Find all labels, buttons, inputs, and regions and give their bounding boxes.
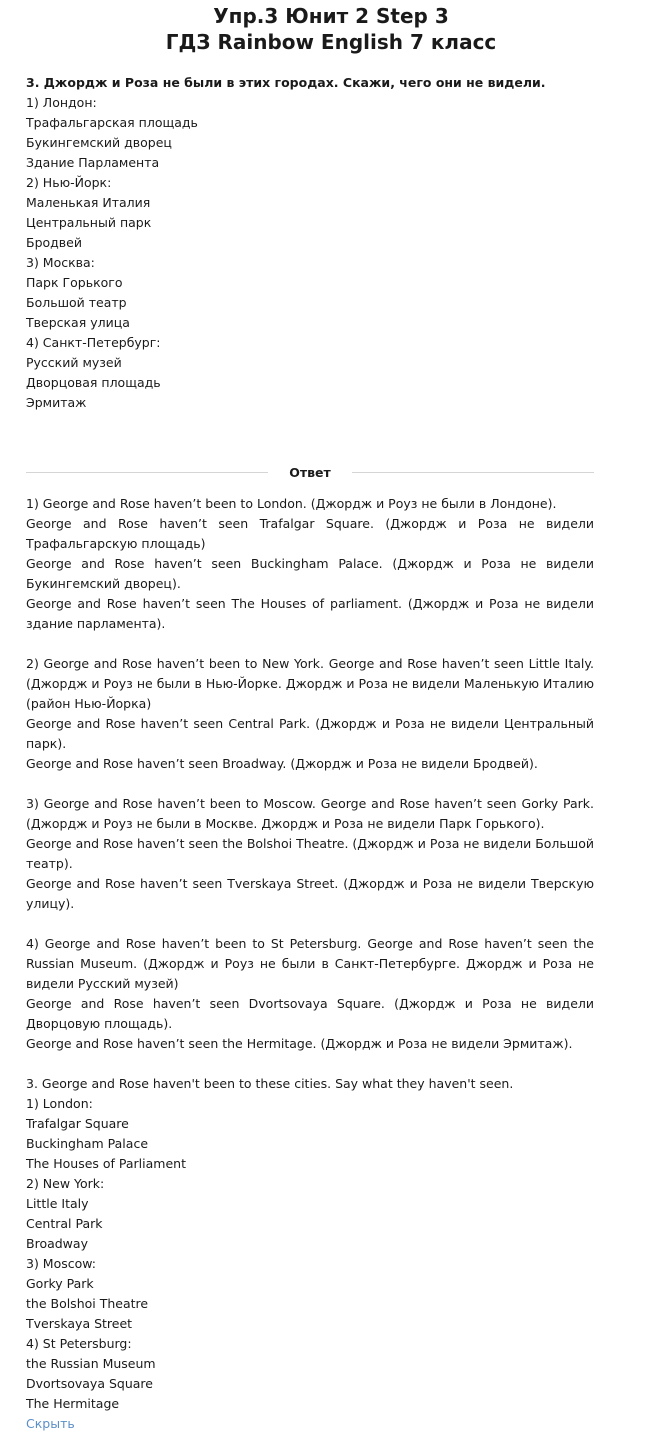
answer-line: 1) London: bbox=[26, 1096, 93, 1111]
title-line-1: Упр.3 Юнит 2 Step 3 bbox=[213, 4, 449, 28]
answer-paragraph bbox=[26, 1074, 594, 1414]
answer-line: 3) Moscow: bbox=[26, 1256, 97, 1271]
title-line-2: ГДЗ Rainbow English 7 класс bbox=[165, 30, 497, 54]
answer-line: The Hermitage bbox=[26, 1396, 120, 1411]
answer-line: the Russian Museum bbox=[26, 1356, 156, 1371]
answer-line: George and Rose haven’t seen The Houses of parliament. (Джордж и Роза не видели здание парламента). bbox=[26, 596, 594, 631]
answer-line: 4) St Petersburg: bbox=[26, 1336, 132, 1351]
answer-paragraph bbox=[26, 934, 594, 1054]
task-line: Тверская улица bbox=[26, 315, 130, 330]
answer-line: 3) George and Rose haven’t been to Moscow. George and Rose haven’t seen Gorky Park. (Джордж и Роуз не были в Москве. Джордж и Роза не видели Парк Горького). bbox=[26, 796, 594, 831]
answer-line: George and Rose haven’t seen Trafalgar Square. (Джордж и Роза не видели Трафальгарскую площадь) bbox=[26, 516, 594, 551]
answer-line: 2) New York: bbox=[26, 1176, 105, 1191]
task-line: Трафальгарская площадь bbox=[26, 115, 198, 130]
answer-line: Gorky Park bbox=[26, 1276, 94, 1291]
task-list bbox=[26, 93, 594, 413]
task-line: Центральный парк bbox=[26, 215, 152, 230]
task-line: Букингемский дворец bbox=[26, 135, 172, 150]
answer-line: Dvortsovaya Square bbox=[26, 1376, 153, 1391]
answer-line: 2) George and Rose haven’t been to New York. George and Rose haven’t seen Little Italy. (Джордж и Роуз не были в Нью-Йорке. Джордж и Роза не видели Маленькую Италию (район Нью-Йорка) bbox=[26, 656, 594, 711]
answer-divider bbox=[26, 462, 594, 482]
task-line: Русский музей bbox=[26, 355, 122, 370]
task-line: Эрмитаж bbox=[26, 395, 87, 410]
task-line: Дворцовая площадь bbox=[26, 375, 161, 390]
answer-line: 3. George and Rose haven't been to these cities. Say what they haven't seen. bbox=[26, 1076, 514, 1091]
answer-line: Central Park bbox=[26, 1216, 103, 1231]
task-heading: 3. Джордж и Роза не были в этих городах. Скажи, чего они не видели. bbox=[26, 75, 546, 90]
answer-line: 4) George and Rose haven’t been to St Petersburg. George and Rose haven’t seen the Russian Museum. (Джордж и Роуз не были в Санкт-Петербурге. Джордж и Роза не видели Русский музей) bbox=[26, 936, 594, 991]
hide-link[interactable]: Скрыть bbox=[26, 1416, 75, 1431]
task-line: Большой театр bbox=[26, 295, 127, 310]
answer-label: Ответ bbox=[289, 465, 331, 480]
answer-line: George and Rose haven’t seen Tverskaya Street. (Джордж и Роза не видели Тверскую улицу). bbox=[26, 876, 594, 911]
answer-line: George and Rose haven’t seen Dvortsovaya Square. (Джордж и Роза не видели Дворцовую площадь). bbox=[26, 996, 594, 1031]
divider-line-right bbox=[352, 472, 594, 473]
answer-line: the Bolshoi Theatre bbox=[26, 1296, 149, 1311]
answer-line: Buckingham Palace bbox=[26, 1136, 149, 1151]
answer-paragraphs bbox=[26, 494, 594, 1414]
answer-line: Tverskaya Street bbox=[26, 1316, 133, 1331]
task-line: Бродвей bbox=[26, 235, 82, 250]
task-line: Здание Парламента bbox=[26, 155, 160, 170]
task-line: 4) Санкт-Петербург: bbox=[26, 335, 161, 350]
answer-line: Little Italy bbox=[26, 1196, 89, 1211]
answer-line: Trafalgar Square bbox=[26, 1116, 129, 1131]
task-line: Маленькая Италия bbox=[26, 195, 151, 210]
answer-paragraph bbox=[26, 494, 594, 634]
page-title bbox=[0, 0, 662, 55]
answer-block bbox=[26, 494, 594, 1434]
answer-line: George and Rose haven’t seen the Bolshoi Theatre. (Джордж и Роза не видели Большой театр). bbox=[26, 836, 594, 871]
answer-line: George and Rose haven’t seen the Hermitage. (Джордж и Роза не видели Эрмитаж). bbox=[26, 1036, 573, 1051]
answer-paragraph bbox=[26, 654, 594, 774]
answer-line: George and Rose haven’t seen Central Park. (Джордж и Роза не видели Центральный парк). bbox=[26, 716, 594, 751]
task-block bbox=[26, 73, 594, 413]
answer-line: George and Rose haven’t seen Broadway. (Джордж и Роза не видели Бродвей). bbox=[26, 756, 538, 771]
answer-paragraph bbox=[26, 794, 594, 914]
task-line: 3) Москва: bbox=[26, 255, 95, 270]
answer-line: 1) George and Rose haven’t been to London. (Джордж и Роуз не были в Лондоне). bbox=[26, 496, 557, 511]
task-line: 1) Лондон: bbox=[26, 95, 97, 110]
answer-line: Broadway bbox=[26, 1236, 88, 1251]
task-line: Парк Горького bbox=[26, 275, 123, 290]
answer-line: The Houses of Parliament bbox=[26, 1156, 186, 1171]
answer-line: George and Rose haven’t seen Buckingham Palace. (Джордж и Роза не видели Букингемский дворец). bbox=[26, 556, 594, 591]
task-line: 2) Нью-Йорк: bbox=[26, 175, 112, 190]
